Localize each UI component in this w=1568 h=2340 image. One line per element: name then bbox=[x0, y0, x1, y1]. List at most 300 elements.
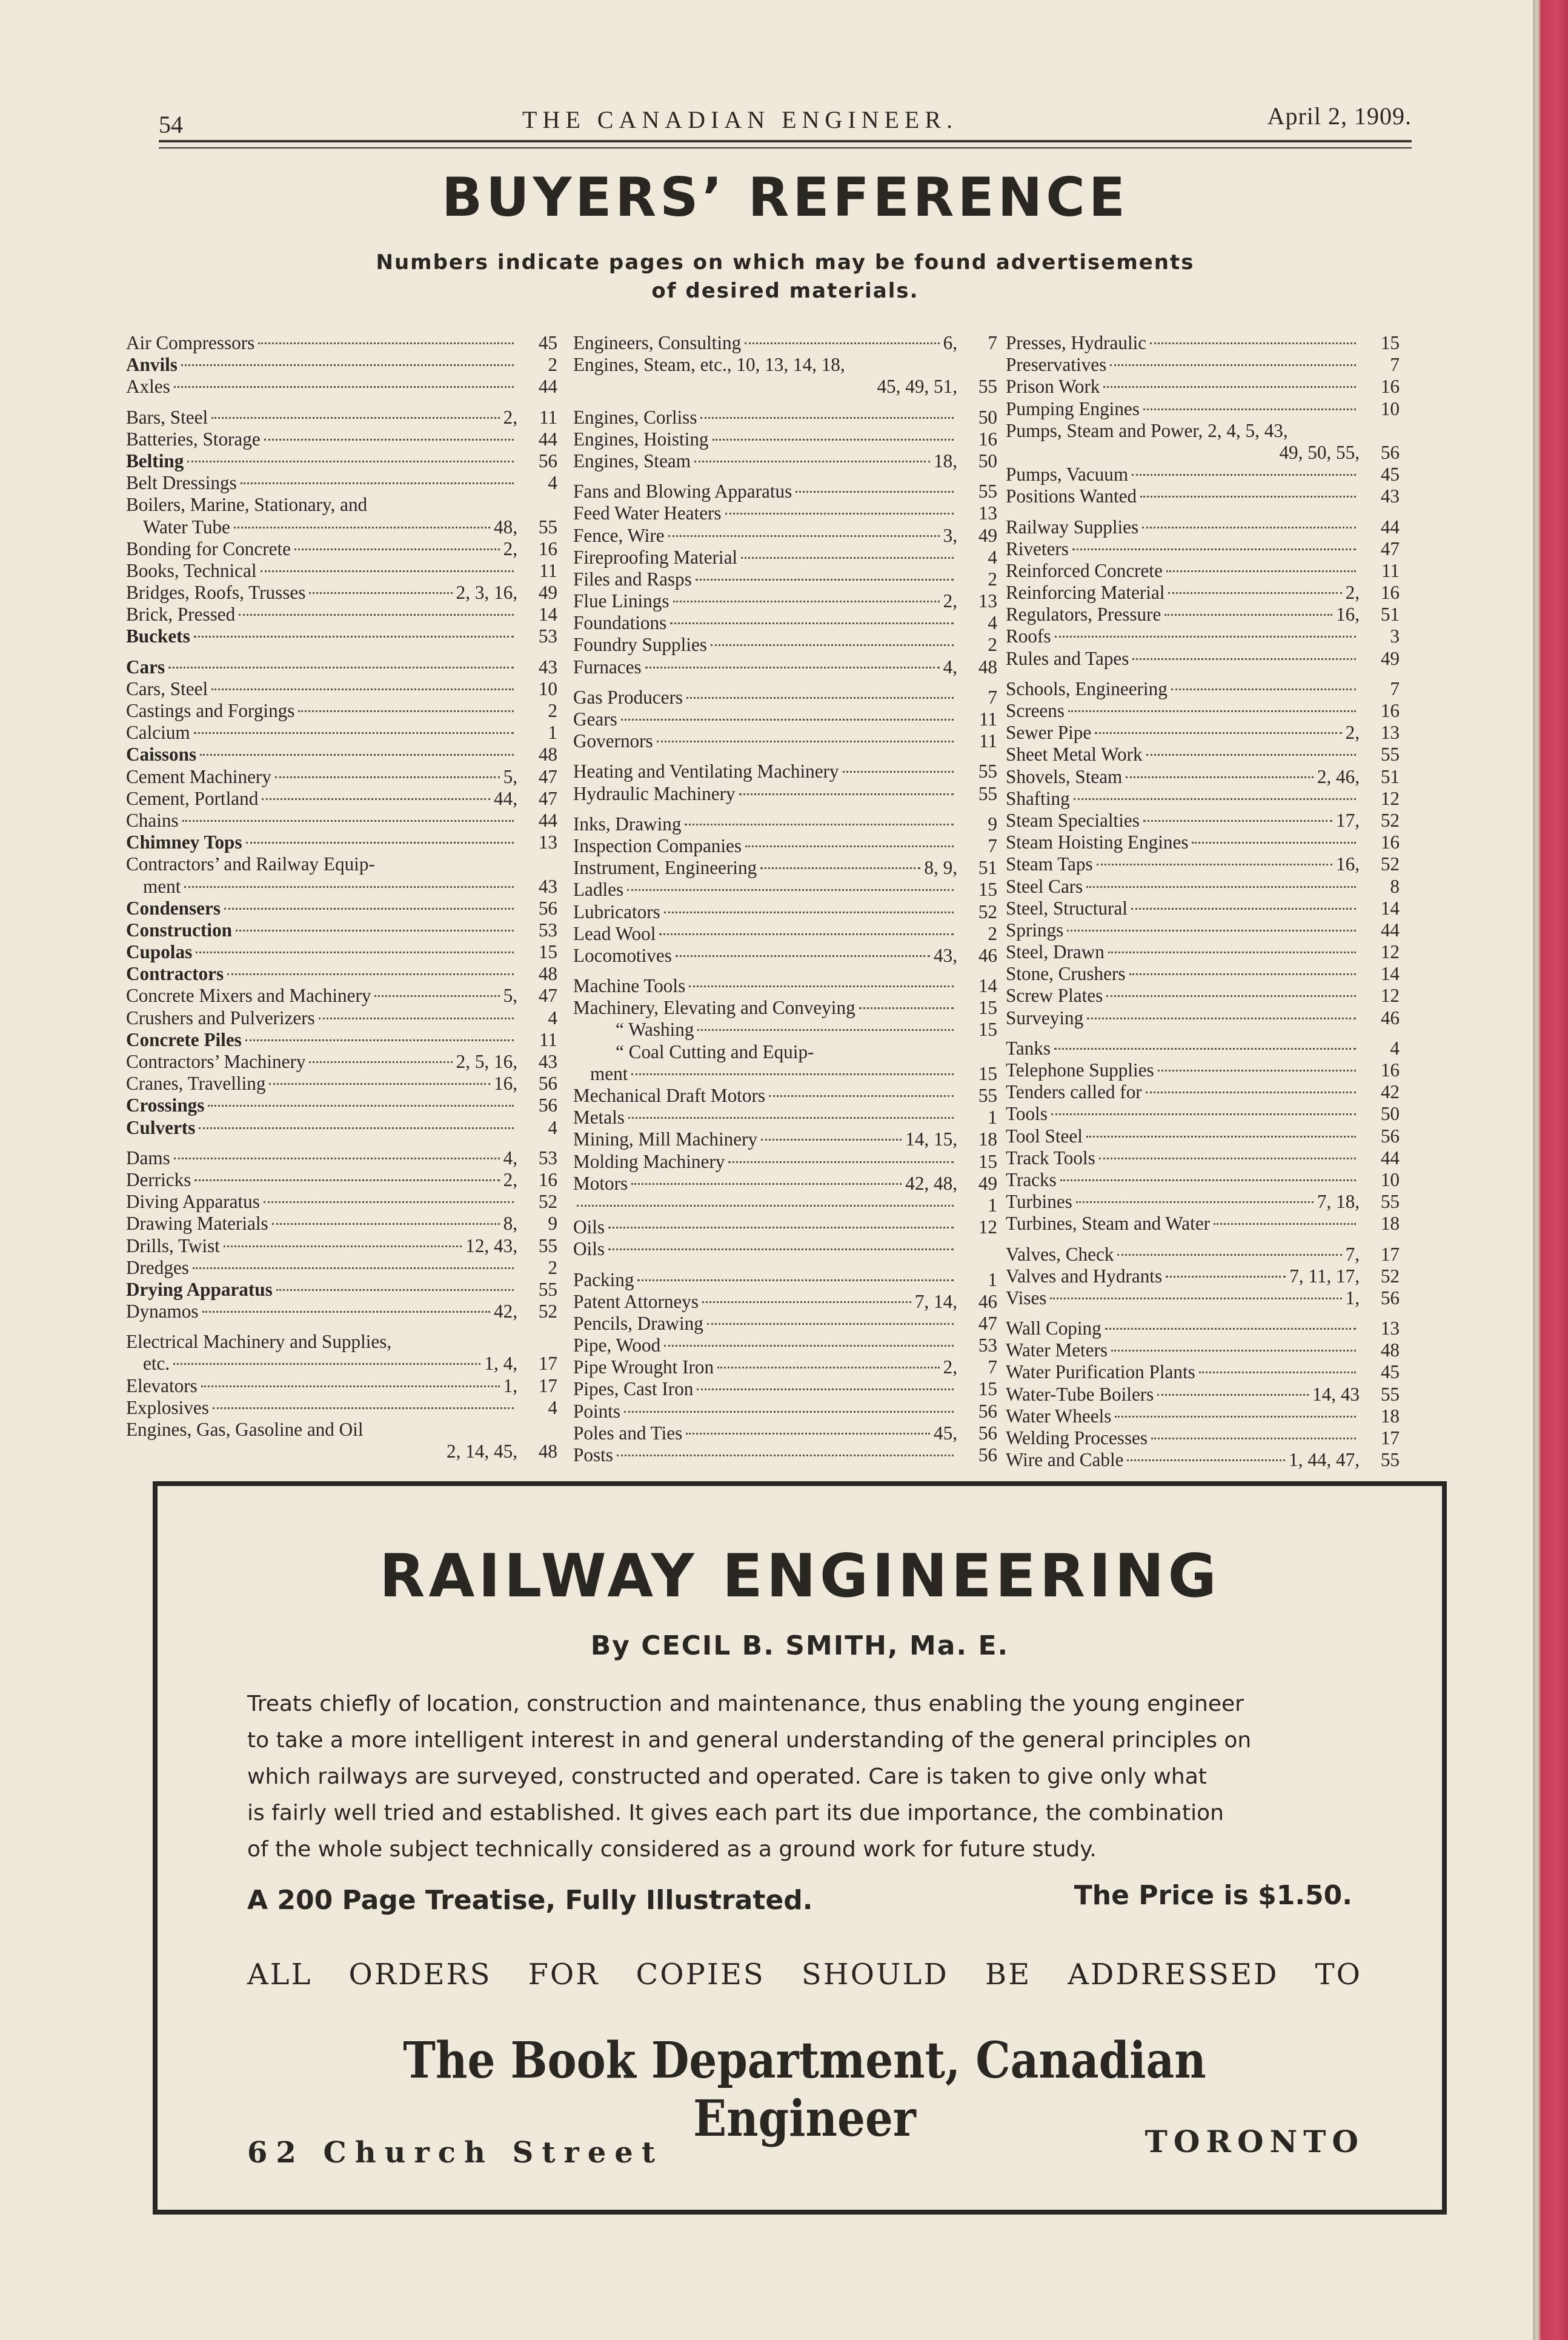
entry-line bbox=[126, 700, 557, 722]
dot-leader bbox=[1140, 496, 1356, 498]
entry-name: Tool Steel bbox=[1006, 1125, 1083, 1147]
index-entry bbox=[573, 1401, 997, 1422]
dot-leader bbox=[843, 771, 954, 773]
entry-name: Steam Taps bbox=[1006, 853, 1093, 875]
entry-name: Railway Supplies bbox=[1006, 516, 1139, 538]
entry-name: Poles and Ties bbox=[573, 1422, 683, 1444]
dot-leader bbox=[1106, 995, 1356, 997]
entry-name: Pipe Wrought Iron bbox=[573, 1356, 714, 1378]
index-entry bbox=[126, 810, 557, 832]
entry-page: 44 bbox=[1380, 1147, 1400, 1168]
entry-line bbox=[126, 1029, 557, 1051]
entry-page: 52 bbox=[538, 1191, 557, 1213]
entry-page: 10 bbox=[1380, 398, 1400, 419]
dot-leader bbox=[194, 1179, 499, 1181]
entry-page: 17 bbox=[1380, 1427, 1400, 1448]
dot-leader bbox=[1132, 474, 1356, 476]
entry-page: 1 bbox=[988, 1107, 997, 1128]
dot-leader bbox=[168, 667, 514, 668]
entry-name: Instrument, Engineering bbox=[573, 857, 757, 879]
entry-line bbox=[573, 923, 997, 945]
entry-page: 4 bbox=[548, 1116, 557, 1138]
index-entry bbox=[573, 1195, 997, 1216]
dot-leader bbox=[1067, 930, 1356, 932]
entry-page: 47 bbox=[978, 1312, 997, 1334]
dot-leader bbox=[1055, 636, 1356, 638]
index-entry bbox=[1006, 648, 1400, 670]
entry-line bbox=[573, 901, 997, 923]
dot-leader bbox=[796, 491, 954, 493]
index-entry bbox=[126, 376, 557, 398]
header-rule bbox=[159, 140, 1412, 142]
index-entry bbox=[1006, 963, 1400, 985]
dot-leader bbox=[174, 386, 514, 388]
entry-line: Electrical Machinery and Supplies, bbox=[126, 1331, 392, 1353]
dot-leader bbox=[194, 732, 514, 734]
entry-line bbox=[573, 481, 997, 502]
index-entry bbox=[573, 835, 997, 857]
entry-page: 46 bbox=[978, 1290, 997, 1312]
entry-pages-inline: 3, bbox=[943, 524, 957, 546]
entry-page: 56 bbox=[538, 897, 557, 919]
entry-page: 50 bbox=[1380, 1103, 1400, 1125]
entry-line bbox=[126, 876, 557, 898]
entry-pages-inline: 2, bbox=[1345, 722, 1360, 744]
dot-leader bbox=[707, 1323, 954, 1325]
entry-page: 8 bbox=[1390, 875, 1400, 897]
entry-page: 49 bbox=[978, 524, 997, 546]
entry-line bbox=[573, 407, 997, 428]
entry-pages-inline: 48, bbox=[494, 516, 517, 538]
index-entry bbox=[126, 354, 557, 376]
ad-orders-line bbox=[247, 1958, 1362, 1992]
entry-pages-inline: 6, bbox=[943, 332, 957, 353]
index-entry bbox=[573, 923, 997, 945]
index-entry bbox=[126, 560, 557, 582]
index-entry bbox=[126, 538, 557, 560]
entry-line bbox=[1006, 1287, 1400, 1309]
entry-pages-inline: 1, bbox=[503, 1375, 517, 1396]
entry-line bbox=[573, 450, 997, 472]
dot-leader bbox=[739, 793, 954, 795]
dot-leader bbox=[213, 1407, 514, 1409]
index-entry bbox=[573, 1107, 997, 1128]
dot-leader bbox=[1132, 658, 1356, 660]
entry-page: 15 bbox=[978, 1378, 997, 1400]
ad-street: 62 Church Street bbox=[247, 2136, 664, 2170]
index-gap bbox=[126, 1139, 557, 1147]
entry-name: Concrete Piles bbox=[126, 1028, 242, 1050]
dot-leader bbox=[1074, 798, 1356, 800]
entry-name: Stone, Crushers bbox=[1006, 963, 1126, 985]
entry-page: 43 bbox=[1380, 485, 1400, 507]
index-entry bbox=[126, 428, 557, 450]
index-entry bbox=[1006, 1265, 1400, 1287]
entry-page: 1 bbox=[988, 1268, 997, 1290]
entry-name: Concrete Mixers and Machinery bbox=[126, 985, 371, 1007]
index-entry bbox=[126, 700, 557, 722]
entry-page: 15 bbox=[978, 1150, 997, 1172]
entry-page: 43 bbox=[538, 656, 557, 678]
entry-line bbox=[573, 1063, 997, 1085]
entry-name: Turbines bbox=[1006, 1191, 1072, 1213]
dot-leader bbox=[1166, 1276, 1286, 1278]
entry-page: 10 bbox=[1380, 1168, 1400, 1190]
entry-page: 49 bbox=[538, 582, 557, 604]
entry-page: 52 bbox=[1380, 809, 1400, 831]
running-header bbox=[159, 97, 1412, 145]
dot-leader bbox=[1105, 1328, 1356, 1330]
entry-page: 56 bbox=[978, 1422, 997, 1444]
entry-page: 7 bbox=[988, 1356, 997, 1378]
entry-name: Screens bbox=[1006, 700, 1065, 721]
entry-name: Engines, Hoisting bbox=[573, 428, 709, 450]
index-entry bbox=[126, 1147, 557, 1169]
index-entry bbox=[126, 472, 557, 494]
dot-leader bbox=[239, 614, 514, 616]
entry-pages-inline: 4, bbox=[503, 1147, 517, 1168]
index-entry bbox=[1006, 420, 1400, 464]
entry-line: Boilers, Marine, Stationary, and bbox=[126, 494, 368, 516]
entry-name: Patent Attorneys bbox=[573, 1290, 699, 1312]
entry-line bbox=[1006, 485, 1400, 507]
entry-name: Surveying bbox=[1006, 1007, 1084, 1028]
entry-name: Points bbox=[573, 1400, 620, 1422]
entry-line: Pumps, Steam and Power, 2, 4, 5, 43, bbox=[1006, 419, 1288, 441]
entry-page: 55 bbox=[1380, 744, 1400, 765]
entry-name: Mining, Mill Machinery bbox=[573, 1128, 758, 1150]
index-entry bbox=[1006, 1191, 1400, 1213]
entry-name: Cement, Portland bbox=[126, 787, 259, 809]
entry-page: 12 bbox=[1380, 985, 1400, 1007]
entry-pages-inline: 45, bbox=[934, 1422, 957, 1444]
ad-orders-word: ORDERS bbox=[348, 1958, 492, 1992]
entry-page: 15 bbox=[978, 997, 997, 1019]
index-entry bbox=[126, 1191, 557, 1213]
dot-leader bbox=[319, 1018, 514, 1019]
entry-name: Steam Hoisting Engines bbox=[1006, 832, 1189, 853]
index-entry bbox=[1006, 1449, 1400, 1471]
entry-line bbox=[573, 813, 997, 835]
dot-leader bbox=[269, 1083, 490, 1085]
entry-page: 45 bbox=[538, 332, 557, 353]
index-entry bbox=[573, 428, 997, 450]
dot-leader bbox=[1117, 1254, 1341, 1256]
entry-name: Drying Apparatus bbox=[126, 1278, 273, 1300]
index-gap bbox=[573, 1261, 997, 1269]
entry-line bbox=[126, 898, 557, 919]
index-entry bbox=[1006, 1361, 1400, 1383]
entry-page: 7 bbox=[1390, 354, 1400, 376]
index-entry bbox=[126, 494, 557, 538]
index-gap bbox=[126, 1322, 557, 1331]
page-title: BUYERS’ REFERENCE bbox=[442, 166, 1129, 228]
dot-leader bbox=[1157, 1394, 1309, 1396]
entry-line bbox=[1006, 766, 1400, 788]
index-entry bbox=[1006, 1125, 1400, 1147]
dot-leader bbox=[1086, 886, 1356, 888]
entry-page: 56 bbox=[538, 1073, 557, 1095]
entry-name: Diving Apparatus bbox=[126, 1191, 260, 1213]
entry-line bbox=[126, 604, 557, 625]
dot-leader bbox=[294, 548, 500, 550]
page-subtitle bbox=[219, 248, 1351, 305]
entry-page: 15 bbox=[978, 1062, 997, 1084]
ad-orders-word: SHOULD bbox=[801, 1958, 949, 1992]
entry-name: Belting bbox=[126, 450, 184, 472]
index-entry bbox=[126, 1213, 557, 1235]
entry-name: 49, 50, 55, bbox=[1279, 441, 1360, 463]
entry-name: Wire and Cable bbox=[1006, 1449, 1124, 1471]
index-entry bbox=[573, 354, 997, 398]
entry-name: Files and Rasps bbox=[573, 568, 692, 590]
index-entry bbox=[573, 1041, 997, 1085]
entry-page: 48 bbox=[538, 1441, 557, 1462]
dot-leader bbox=[1076, 1201, 1314, 1203]
entry-name: Crushers and Pulverizers bbox=[126, 1007, 315, 1028]
entry-line bbox=[573, 997, 997, 1019]
entry-name: Governors bbox=[573, 730, 653, 752]
index-gap bbox=[573, 678, 997, 687]
entry-name: Inspection Companies bbox=[573, 835, 742, 856]
entry-line bbox=[1006, 1244, 1400, 1265]
entry-line bbox=[126, 766, 557, 788]
entry-name: Brick, Pressed bbox=[126, 604, 236, 625]
entry-page: 2 bbox=[988, 568, 997, 590]
index-column-3 bbox=[1006, 332, 1400, 1471]
index-entry bbox=[573, 1291, 997, 1313]
index-entry bbox=[126, 1257, 557, 1279]
entry-name: Lubricators bbox=[573, 901, 660, 922]
dot-leader bbox=[700, 417, 954, 419]
dot-leader bbox=[1171, 688, 1356, 690]
entry-page: 7 bbox=[988, 835, 997, 856]
entry-line bbox=[126, 538, 557, 560]
index-entry bbox=[126, 1419, 557, 1462]
index-entry bbox=[1006, 1103, 1400, 1125]
entry-line bbox=[126, 744, 557, 765]
entry-line bbox=[573, 1128, 997, 1150]
entry-page: 2 bbox=[988, 634, 997, 656]
dot-leader bbox=[187, 461, 514, 462]
entry-name: Rules and Tapes bbox=[1006, 647, 1129, 669]
index-entry bbox=[573, 525, 997, 547]
index-gap bbox=[1006, 508, 1400, 516]
entry-line: Engines, Gas, Gasoline and Oil bbox=[126, 1419, 364, 1440]
dot-leader bbox=[1143, 408, 1356, 410]
dot-leader bbox=[1072, 548, 1356, 550]
entry-page: 15 bbox=[978, 879, 997, 901]
dot-leader bbox=[184, 886, 514, 888]
entry-pages-inline: 1, bbox=[1345, 1287, 1360, 1308]
dot-leader bbox=[199, 1127, 514, 1129]
entry-line bbox=[126, 1235, 557, 1257]
index-entry bbox=[126, 941, 557, 963]
entry-line bbox=[1006, 1384, 1400, 1405]
index-entry bbox=[573, 1019, 997, 1041]
entry-line bbox=[1006, 582, 1400, 604]
entry-line bbox=[1006, 516, 1400, 538]
entry-line bbox=[1006, 853, 1400, 875]
entry-name: Tenders called for bbox=[1006, 1081, 1142, 1103]
entry-line bbox=[1006, 560, 1400, 582]
entry-name: Steel, Drawn bbox=[1006, 941, 1105, 963]
dot-leader bbox=[1192, 842, 1356, 844]
index-entry bbox=[1006, 1427, 1400, 1449]
entry-line bbox=[1006, 985, 1400, 1007]
dot-leader bbox=[1110, 364, 1356, 366]
entry-page: 14 bbox=[978, 975, 997, 997]
dot-leader bbox=[627, 889, 954, 891]
entry-name: Shovels, Steam bbox=[1006, 765, 1123, 787]
dot-leader bbox=[728, 1161, 954, 1163]
entry-page: 47 bbox=[538, 985, 557, 1007]
entry-page: 4 bbox=[988, 546, 997, 568]
entry-name: Sheet Metal Work bbox=[1006, 744, 1143, 765]
entry-name: Tanks bbox=[1006, 1037, 1051, 1059]
dot-leader bbox=[1068, 710, 1356, 712]
index-entry bbox=[1006, 538, 1400, 560]
index-entry bbox=[1006, 1244, 1400, 1265]
entry-page: 56 bbox=[1380, 1125, 1400, 1147]
entry-page: 52 bbox=[978, 901, 997, 922]
entry-pages-inline: 17, bbox=[1336, 809, 1360, 831]
index-entry bbox=[573, 1378, 997, 1400]
entry-name: ment bbox=[143, 875, 181, 897]
index-entry bbox=[1006, 1318, 1400, 1339]
index-entry bbox=[1006, 766, 1400, 788]
index-entry bbox=[1006, 1038, 1400, 1059]
index-entry bbox=[126, 766, 557, 788]
entry-page: 18 bbox=[1380, 1405, 1400, 1427]
entry-pages-inline: 2, bbox=[503, 1168, 517, 1190]
entry-line bbox=[573, 945, 997, 967]
entry-line bbox=[126, 722, 557, 744]
entry-line bbox=[573, 1107, 997, 1128]
entry-page: 55 bbox=[978, 376, 997, 398]
entry-line bbox=[126, 450, 557, 472]
entry-page: 16 bbox=[1380, 1059, 1400, 1081]
journal-title: THE CANADIAN ENGINEER. bbox=[522, 106, 958, 133]
entry-line bbox=[573, 1151, 997, 1173]
index-gap bbox=[573, 805, 997, 813]
entry-name: Pipe, Wood bbox=[573, 1335, 661, 1356]
index-entry bbox=[126, 1095, 557, 1116]
entry-line bbox=[1006, 1265, 1400, 1287]
dot-leader bbox=[1129, 973, 1356, 975]
entry-pages-inline: 8, 9, bbox=[924, 857, 957, 879]
index-entry bbox=[126, 1235, 557, 1257]
entry-page: 52 bbox=[1380, 1265, 1400, 1287]
entry-line bbox=[573, 1422, 997, 1444]
entry-line bbox=[126, 1051, 557, 1073]
entry-name: Mechanical Draft Motors bbox=[573, 1085, 765, 1106]
entry-page: 16 bbox=[538, 538, 557, 559]
entry-page: 55 bbox=[1380, 1449, 1400, 1471]
entry-line bbox=[126, 810, 557, 832]
entry-page: 48 bbox=[978, 656, 997, 678]
entry-line bbox=[1006, 1081, 1400, 1103]
entry-page: 11 bbox=[978, 708, 997, 730]
entry-name: Reinforcing Material bbox=[1006, 582, 1165, 604]
dot-leader bbox=[696, 579, 954, 581]
entry-name: Prison Work bbox=[1006, 376, 1100, 398]
entry-name: Molding Machinery bbox=[573, 1150, 725, 1172]
entry-name: Regulators, Pressure bbox=[1006, 604, 1161, 625]
index-entry bbox=[1006, 1287, 1400, 1309]
entry-line bbox=[573, 1378, 997, 1400]
index-entry bbox=[573, 1128, 997, 1150]
entry-name: Pumping Engines bbox=[1006, 398, 1140, 419]
index-entry bbox=[1006, 560, 1400, 582]
entry-line bbox=[573, 1269, 997, 1291]
entry-line bbox=[126, 560, 557, 582]
entry-line bbox=[573, 376, 997, 398]
entry-name: Water Tube bbox=[143, 516, 230, 538]
entry-line bbox=[126, 1375, 557, 1397]
entry-name: Condensers bbox=[126, 897, 221, 919]
dot-leader bbox=[621, 719, 954, 721]
entry-name: Water Wheels bbox=[1006, 1405, 1112, 1427]
entry-page: 55 bbox=[1380, 1191, 1400, 1213]
subtitle-line: Numbers indicate pages on which may be found advertisements bbox=[376, 250, 1195, 275]
dot-leader bbox=[1095, 732, 1341, 734]
ad-body-line: which railways are surveyed, constructed and operated. Care is taken to give only what bbox=[247, 1764, 1207, 1789]
page-edge bbox=[1533, 0, 1568, 2340]
entry-name: Hydraulic Machinery bbox=[573, 782, 736, 804]
entry-name: Axles bbox=[126, 376, 170, 398]
entry-page: 4 bbox=[1390, 1037, 1400, 1059]
entry-name: Water Purification Plants bbox=[1006, 1361, 1195, 1383]
dot-leader bbox=[374, 995, 499, 997]
entry-pages-inline: 2, bbox=[503, 406, 517, 428]
index-entry bbox=[126, 919, 557, 941]
index-entry bbox=[1006, 810, 1400, 832]
index-entry bbox=[1006, 853, 1400, 875]
entry-line bbox=[1006, 1103, 1400, 1125]
entry-name: Flue Linings bbox=[573, 590, 669, 612]
entry-name: Bridges, Roofs, Trusses bbox=[126, 582, 306, 604]
entry-name: Construction bbox=[126, 919, 233, 941]
index-entry bbox=[126, 450, 557, 472]
entry-name: Bars, Steel bbox=[126, 406, 208, 428]
entry-page: 15 bbox=[1380, 332, 1400, 353]
entry-page: 51 bbox=[1380, 604, 1400, 625]
entry-page: 15 bbox=[978, 1019, 997, 1041]
entry-pages-inline: 1, 4, bbox=[484, 1353, 517, 1375]
entry-line bbox=[573, 1019, 997, 1041]
index-entry bbox=[573, 407, 997, 428]
entry-name: Locomotives bbox=[573, 944, 672, 966]
index-entry bbox=[573, 1356, 997, 1378]
entry-page: 4 bbox=[548, 1396, 557, 1418]
entry-name: Gas Producers bbox=[573, 686, 683, 708]
entry-line bbox=[126, 1441, 557, 1462]
entry-pages-inline: 7, 11, 17, bbox=[1289, 1265, 1360, 1287]
entry-line bbox=[573, 857, 997, 879]
entry-line bbox=[1006, 1449, 1400, 1471]
entry-line bbox=[1006, 1361, 1400, 1383]
dot-leader bbox=[241, 482, 514, 484]
index-entry bbox=[1006, 919, 1400, 941]
entry-line bbox=[573, 525, 997, 547]
dot-leader bbox=[685, 824, 954, 825]
entry-pages-inline: 4, bbox=[943, 656, 957, 678]
entry-name: Air Compressors bbox=[126, 332, 255, 353]
entry-pages-inline: 2, 3, 16, bbox=[456, 582, 517, 604]
index-gap bbox=[573, 398, 997, 407]
entry-line bbox=[126, 376, 557, 398]
